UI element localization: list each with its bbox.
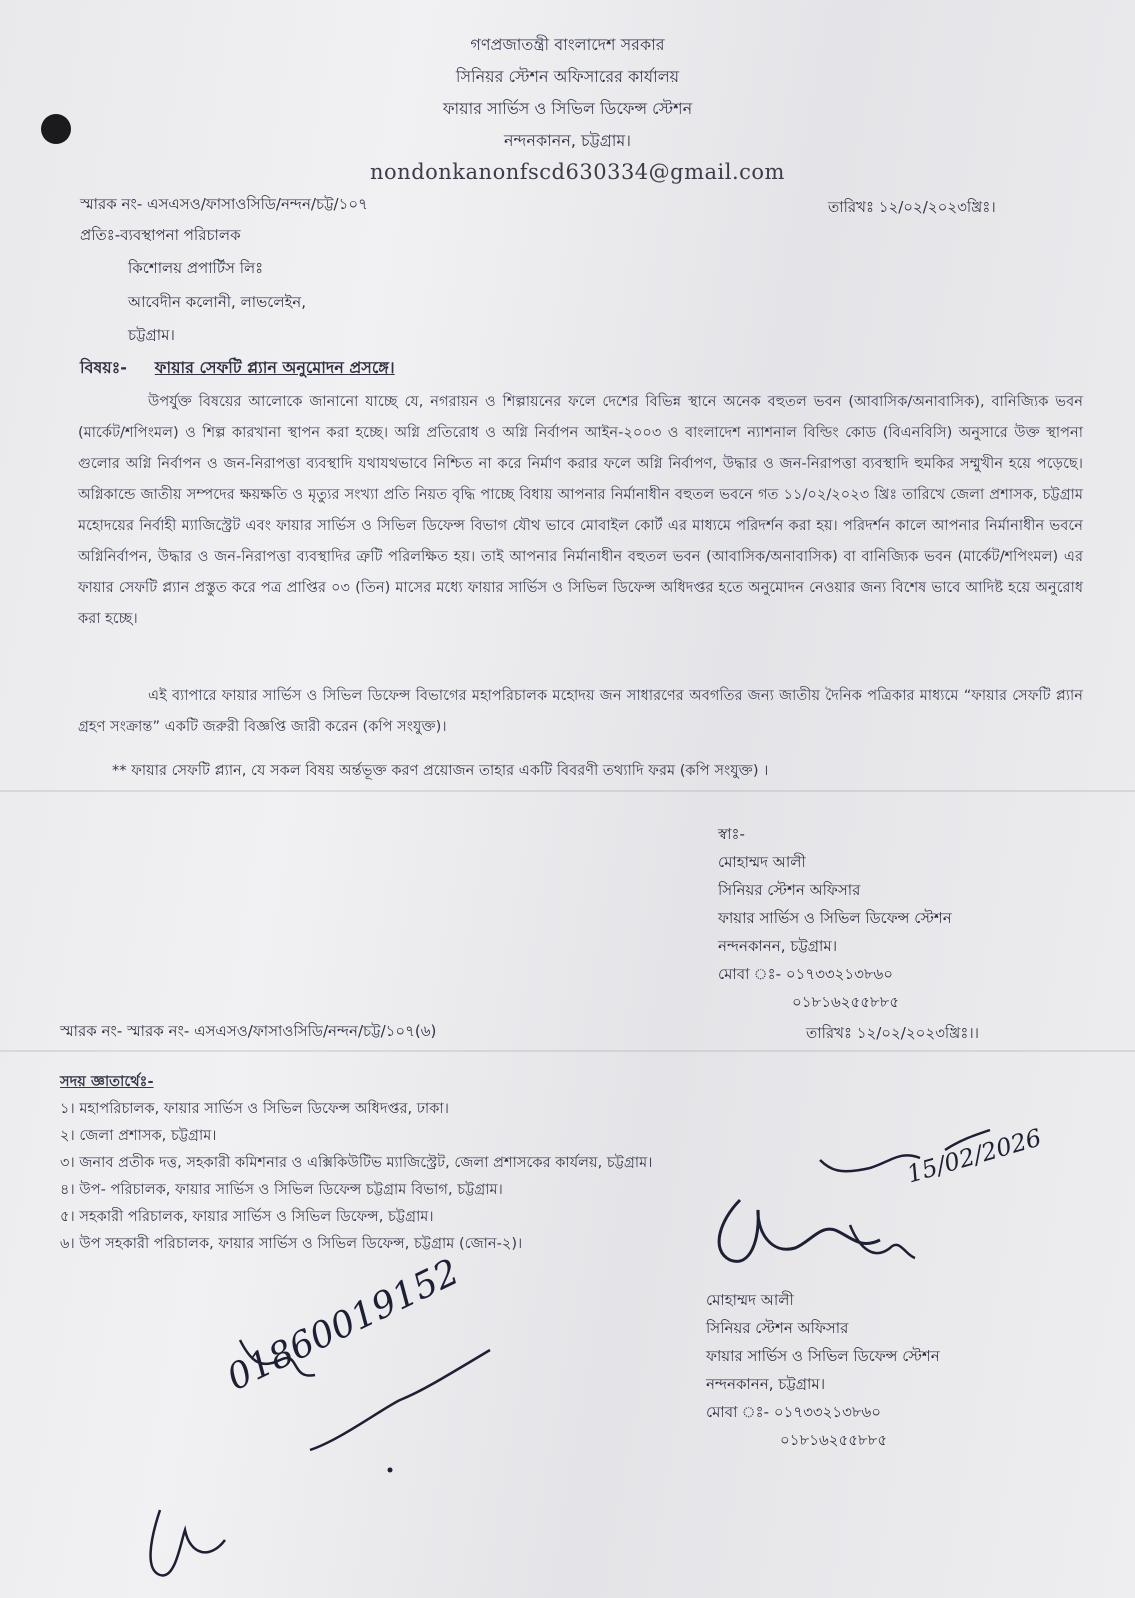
fold-line <box>0 1050 1135 1052</box>
subject-text: ফায়ার সেফটি প্ল্যান অনুমোদন প্রসঙ্গে। <box>154 358 395 377</box>
handwritten-scribble <box>140 1330 520 1590</box>
signatory-station: ফায়ার সার্ভিস ও সিভিল ডিফেন্স স্টেশন <box>706 1347 940 1365</box>
body-paragraph-2 <box>78 680 1083 742</box>
signatory-place: নন্দনকানন, চট্টগ্রাম। <box>718 937 838 955</box>
signatory-title: সিনিয়র স্টেশন অফিসার <box>718 881 861 899</box>
handwritten-phone: 01860019152 <box>221 1251 466 1399</box>
signatory-name: মোহাম্মদ আলী <box>718 853 806 871</box>
cc-item: ১। মহাপরিচালক, ফায়ার সার্ভিস ও সিভিল ডিফেন্স অধিদপ্তর, ঢাকা। <box>60 1100 449 1117</box>
signatory-mobile: ০১৮১৬২৫৫৮৮৫ <box>792 993 900 1011</box>
recipient-line: আবেদীন কলোনী, লাভলেইন, <box>128 293 307 311</box>
office-email: nondonkanonfscd630334@gmail.com <box>370 160 785 184</box>
body-paragraph-1-text: উপর্যুক্ত বিষয়ের আলোকে জানানো যাচ্ছে যে, নগরায়ন ও শিল্পায়নের ফলে দেশের বিভিন্ন স্থানে অনেক বহুতল ভবন (আবাসিক/অনাবাসিক), বানিজ্যিক ভবন (মার্কেট/শপিংমল) ও শিল্প কারখানা স্থাপন করা হচ্ছে। অগ্নি প্রতিরোধ ও অগ্নি নির্বাপন আইন-২০০৩ ও বাংলাদেশ ন্যাশনাল বিল্ডিং কোড (বিএনবিসি) অনুসারে উক্ত স্থাপনা গুলোর অগ্নি নির্বাপন ও জন-নিরাপত্তা ব্যবস্থাদি যথাযথভাবে নিশ্চিত না করে নির্মাণ করার ফলে অগ্নি নির্বাপণ, উদ্ধার ও জন-নিরাপত্তা ব্যবস্থাদি হুমকির সম্মুখীন হয়ে পড়েছে। অগ্নিকান্ডে জাতীয় সম্পদের ক্ষয়ক্ষতি ও মৃত্যুর সংখ্যা প্রতি নিয়ত বৃদ্ধি পাচ্ছে বিধায় আপনার নির্মানাধীন বহুতল ভবনে গত ১১/০২/২০২৩ খ্রিঃ তারিখে জেলা প্রশাসক, চট্টগ্রাম মহোদয়ের নির্বাহী ম্যাজিস্ট্রেট এবং ফায়ার সার্ভিস ও সিভিল ডিফেন্স বিভাগ যৌথ ভাবে মোবাইল কোর্ট এর মাধ্যমে পরিদর্শন করা হয়। পরিদর্শন কালে আপনার নির্মানাধীন ভবনে অগ্নিনির্বাপন, উদ্ধার ও জন-নিরাপত্তা ব্যবস্থাদির ত্রুটি পরিলক্ষিত হয়। তাই আপনার নির্মানাধীন বহুতল ভবন (আবাসিক/অনাবাসিক) বা বানিজ্যিক ভবন (মার্কেট/শপিংমল) এর ফায়ার সেফটি প্ল্যান প্রস্তুত করে পত্র প্রাপ্তির ০৩ (তিন) মাসের মধ্যে ফায়ার সার্ভিস ও সিভিল ডিফেন্স অধিদপ্তর হতে অনুমোদন নেওয়ার জন্য বিশেষ ভাবে আদিষ্ট হয়ে অনুরোধ করা হচ্ছে। <box>78 393 1083 627</box>
memo2-date: তারিখঃ ১২/০২/২০২৩খ্রিঃ।। <box>806 1024 980 1042</box>
signatory-mobile: ০১৮১৬২৫৫৮৮৫ <box>780 1431 888 1449</box>
govt-name: গণপ্রজাতন্ত্রী বাংলাদেশ সরকার <box>470 35 665 54</box>
cc-item: ৪। উপ- পরিচালক, ফায়ার সার্ভিস ও সিভিল ডিফেন্স চট্টগ্রাম বিভাগ, চট্টগ্রাম। <box>60 1181 503 1198</box>
signatory-mobile: মোবা ঃ- ০১৭৩৩২১৩৮৬০ <box>718 965 894 983</box>
body-paragraph-1 <box>78 386 1083 634</box>
cc-list <box>60 1068 652 1257</box>
body-paragraph-2-text: এই ব্যাপারে ফায়ার সার্ভিস ও সিভিল ডিফেন্স বিভাগের মহাপরিচালক মহোদয় জন সাধারণের অবগতির জন্য জাতীয় দৈনিক পত্রিকার মাধ্যমে “ফায়ার সেফটি প্ল্যান গ্রহণ সংক্রান্ত” একটি জরুরী বিজ্ঞপ্তি জারী করেন (কপি সংযুক্ত)। <box>78 687 1083 735</box>
cc-item: ২। জেলা প্রশাসক, চট্টগ্রাম। <box>60 1127 217 1144</box>
memo-date: তারিখঃ ১২/০২/২০২৩খ্রিঃ। <box>828 198 996 216</box>
signatory-station: ফায়ার সার্ভিস ও সিভিল ডিফেন্স স্টেশন <box>718 909 952 927</box>
station-name: ফায়ার সার্ভিস ও সিভিল ডিফেন্স স্টেশন <box>442 99 693 118</box>
office-name: সিনিয়র স্টেশন অফিসারের কার্যালয় <box>455 67 680 86</box>
memo-ref-no: স্মারক নং- এসএসও/ফাসাওসিডি/নন্দন/চট্ট/১০৭ <box>80 195 368 213</box>
signatory-mobile: মোবা ঃ- ০১৭৩৩২১৩৮৬০ <box>706 1403 882 1421</box>
cc-heading: সদয় জ্ঞাতার্থেঃ- <box>60 1073 154 1090</box>
handwritten-date: 15/02/2026 <box>903 1123 1045 1189</box>
subject-label: বিষয়ঃ- <box>80 358 127 377</box>
signatory-name: মোহাম্মদ আলী <box>706 1291 794 1309</box>
fold-line <box>0 790 1135 792</box>
cc-item: ৩। জনাব প্রতীক দত্ত, সহকারী কমিশনার ও এক্সিকিউটিভ ম্যাজিস্ট্রেট, জেলা প্রশাসকের কার্যলয়, চট্টগ্রাম। <box>60 1154 653 1171</box>
recipient-line: প্রতিঃ-ব্যবস্থাপনা পরিচালক <box>80 226 241 244</box>
cc-item: ৫। সহকারী পরিচালক, ফায়ার সার্ভিস ও সিভিল ডিফেন্স, চট্টগ্রাম। <box>60 1208 434 1225</box>
signatory-title: সিনিয়র স্টেশন অফিসার <box>706 1319 849 1337</box>
cc-item: ৬। উপ সহকারী পরিচালক, ফায়ার সার্ভিস ও সিভিল ডিফেন্স, চট্টগ্রাম (জোন-২)। <box>60 1235 523 1252</box>
memo2-ref-no: স্মারক নং- স্মারক নং- এসএসও/ফাসাওসিডি/নন্দন/চট্ট/১০৭(৬) <box>60 1022 437 1040</box>
subject-line <box>80 355 395 382</box>
sd-label: স্বাঃ- <box>718 825 745 843</box>
recipient-line: চট্টগ্রাম। <box>128 326 175 344</box>
signature-block-1 <box>718 820 952 1016</box>
handwritten-signature <box>700 1130 1080 1320</box>
station-location: নন্দনকানন, চট্টগ্রাম। <box>504 131 631 150</box>
signatory-place: নন্দনকানন, চট্টগ্রাম। <box>706 1375 826 1393</box>
attachment-note: ** ফায়ার সেফটি প্ল্যান, যে সকল বিষয় অর্ন্তভূক্ত করণ প্রয়োজন তাহার একটি বিবরণী তথ্যাদি ফরম (কপি সংযুক্ত) । <box>112 762 769 779</box>
recipient-line: কিশোলয় প্রপার্টিস লিঃ <box>128 259 264 277</box>
